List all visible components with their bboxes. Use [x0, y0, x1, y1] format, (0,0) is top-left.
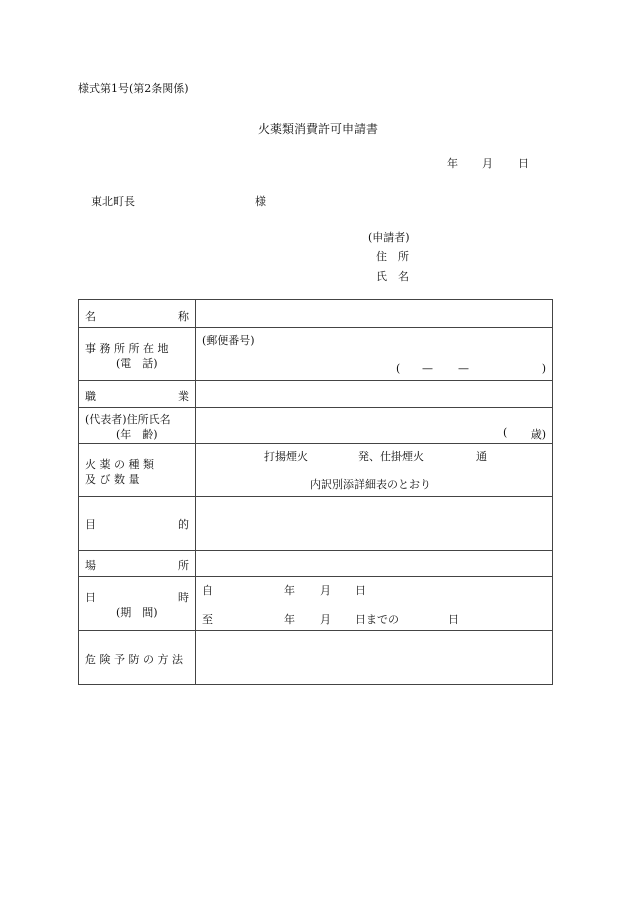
- phone-dash-2: —: [458, 362, 469, 375]
- period-from-month: 月: [320, 584, 331, 597]
- row-name: [79, 300, 553, 328]
- fireworks-count-label: 通: [476, 450, 487, 463]
- label-explosives-line2: 及 び 数 量: [85, 473, 140, 486]
- label-occupation-a: 職: [85, 390, 96, 403]
- period-to-month: 月: [320, 613, 331, 626]
- date-year: 年: [447, 157, 458, 170]
- fireworks-detail-note: 内訳別添詳細表のとおり: [310, 478, 431, 491]
- period-to-label: 至: [202, 613, 213, 626]
- field-prevention[interactable]: [196, 631, 553, 685]
- phone-dash-1: —: [422, 362, 433, 375]
- label-occupation: [79, 381, 196, 408]
- label-purpose-b: 的: [178, 518, 189, 531]
- label-name: [79, 300, 196, 328]
- field-name[interactable]: [196, 300, 553, 328]
- applicant-name-label: 氏 名: [376, 270, 409, 283]
- label-purpose-a: 目: [85, 518, 96, 531]
- label-name-a: 名: [85, 310, 96, 323]
- label-purpose: [79, 497, 196, 551]
- label-datetime-b: 時: [178, 591, 189, 604]
- age-open: (: [503, 426, 508, 439]
- label-prevention-text: 危 険 予 防 の 方 法: [85, 653, 183, 666]
- label-prevention: [79, 631, 196, 685]
- period-from-label: 自: [202, 584, 213, 597]
- field-purpose[interactable]: [196, 497, 553, 551]
- row-prevention: [79, 631, 553, 685]
- form-number: 様式第1号(第2条関係): [78, 82, 189, 95]
- label-occupation-b: 業: [178, 390, 189, 403]
- row-place: [79, 551, 553, 577]
- postal-code-label: (郵便番号): [202, 334, 255, 347]
- label-datetime-line2: (期 間): [116, 606, 158, 619]
- label-place-a: 場: [85, 559, 96, 572]
- age-close: 歳): [530, 428, 546, 441]
- label-office: [79, 328, 196, 381]
- row-office: [79, 328, 553, 381]
- row-purpose: [79, 497, 553, 551]
- label-datetime: [79, 577, 196, 631]
- field-datetime[interactable]: [196, 577, 553, 631]
- field-occupation[interactable]: [196, 381, 553, 408]
- field-place[interactable]: [196, 551, 553, 577]
- label-place-b: 所: [178, 559, 189, 572]
- addressee-honorific: 様: [255, 195, 266, 208]
- date-day: 日: [518, 157, 529, 170]
- label-explosives: [79, 444, 196, 497]
- document-title: 火薬類消費許可申請書: [258, 122, 379, 136]
- label-datetime-a: 日: [85, 591, 96, 604]
- fireworks-aerial-label: 打揚煙火: [264, 450, 308, 463]
- row-datetime: [79, 577, 553, 631]
- label-office-line2: (電 話): [116, 357, 158, 370]
- field-representative[interactable]: [196, 408, 553, 444]
- applicant-address-label: 住 所: [376, 250, 409, 263]
- phone-close: ): [541, 362, 546, 375]
- period-to-year: 年: [284, 613, 295, 626]
- field-office[interactable]: [196, 328, 553, 381]
- period-to-until-day: 日までの: [355, 613, 399, 626]
- label-name-b: 称: [178, 310, 189, 323]
- phone-open: (: [396, 362, 401, 375]
- label-office-line1: 事 務 所 所 在 地: [85, 342, 169, 355]
- row-representative: [79, 408, 553, 444]
- period-from-day: 日: [355, 584, 366, 597]
- row-explosives: [79, 444, 553, 497]
- label-explosives-line1: 火 薬 の 種 類: [85, 458, 154, 471]
- period-from-year: 年: [284, 584, 295, 597]
- label-place: [79, 551, 196, 577]
- field-explosives[interactable]: [196, 444, 553, 497]
- period-days-label: 日: [448, 613, 459, 626]
- label-representative-line1: (代表者)住所氏名: [85, 413, 171, 426]
- applicant-label: (申請者): [368, 231, 410, 244]
- application-form-table: [78, 299, 553, 685]
- date-month: 月: [482, 157, 493, 170]
- row-occupation: [79, 381, 553, 408]
- label-representative-line2: (年 齢): [116, 428, 158, 441]
- fireworks-shots-label: 発、仕掛煙火: [358, 450, 424, 463]
- label-representative: [79, 408, 196, 444]
- addressee-name: 東北町長: [91, 195, 135, 208]
